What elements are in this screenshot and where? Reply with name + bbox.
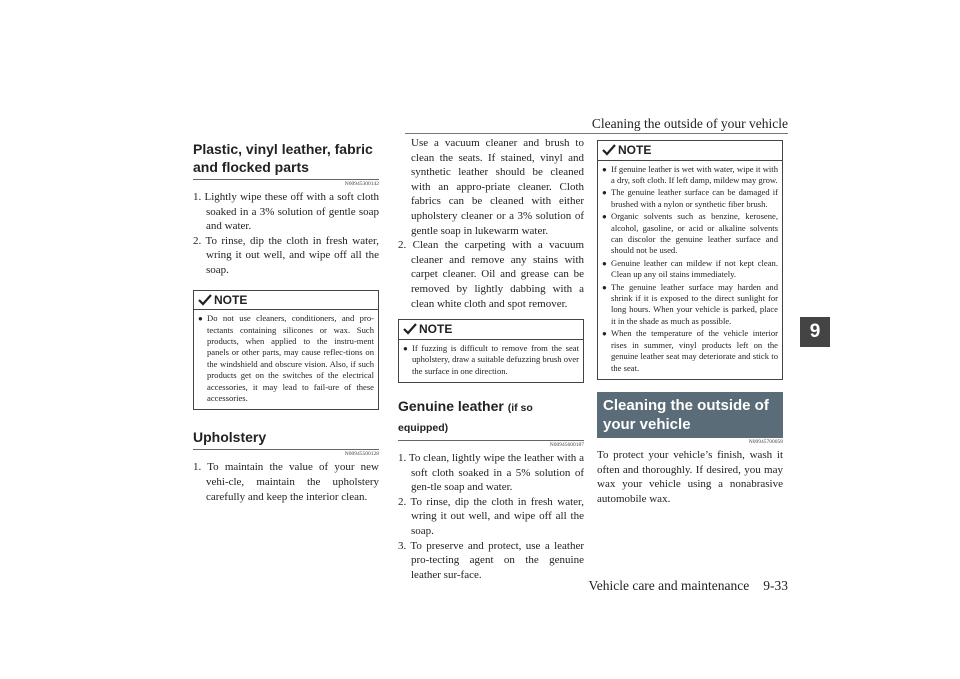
section-title-upholstery: Upholstery [193,428,379,450]
note-item [602,187,778,210]
note-header [598,141,782,161]
step: 1. To clean, lightly wipe the leather with a soft cloth soaked in a 5% solution of gen-tle soap and water. [398,451,584,494]
header-rule [405,133,788,134]
note-item [602,211,778,257]
note-label: NOTE [419,322,453,337]
note-text: If genuine leather is wet with water, wipe it with a dry, soft cloth. If left damp, mildew may grow. [611,163,778,185]
step: 2. Clean the carpeting with a vacuum cleaner and remove any stains with carpet cleaner. Oil and grease can be removed by lightly dabbing with a clean white cloth and spot remover. [398,239,584,310]
bullet-icon: ● [403,343,408,353]
section-title-outside: Cleaning the outside of your vehicle [597,392,783,438]
upholstery-continued: Use a vacuum cleaner and brush to clean the seats. If stained, vinyl and synthetic leather should be cleaned with an appro-priate cleaner. Cloth fabrics can be cleaned with either upholstery cleaner or a 3% solution of gentle soap in lukewarm water. [411,137,584,237]
upholstery-steps-cont [398,238,584,311]
note-text: The genuine leather surface may harden and shrink if it is exposed to the direct sunlight for long hours. When your vehicle is parked, place it in the shade as much as possible. [611,281,778,326]
note-text: Organic solvents such as benzine, kerosene, alcohol, gasoline, or acid or alkaline solvents can discolor the genuine leather surface and should not be used. [611,211,778,256]
column-3 [597,140,783,506]
step: 3. To preserve and protect, use a leather pro-tecting agent on the genuine leather sur-face. [398,539,584,581]
section-code: N00945600187 [549,441,584,448]
bullet-icon: ● [602,329,607,339]
check-icon [403,323,417,335]
note-text: When the temperature of the vehicle interior rises in summer, vinyl products left on the genuine leather seat may deteriorate and stick to the seat. [611,328,778,373]
bullet-icon: ● [602,282,607,292]
note-text: Do not use cleaners, conditioners, and pro-tectants containing silicones or wax. Such products, when applied to the instru-ment panels or other parts, may cause reflec-tions on the windshield and obscure vision. Also, if such products get on the switches of the electrical accessories, it may lead to fail-ure of these accessories. [207,313,374,403]
note-item [198,313,374,404]
column-1 [193,140,379,504]
note-box [597,140,783,380]
bullet-icon: ● [602,212,607,222]
note-text: The genuine leather surface can be damaged if brushed with a nylon or synthetic fiber brush. [611,187,778,209]
step: 1. Lightly wipe these off with a soft cloth soaked in a 3% solution of gentle soap and water. [193,191,379,233]
section-code: N00945300142 [344,181,379,187]
bullet-icon: ● [602,164,607,174]
check-icon [198,294,212,306]
note-header [399,320,583,340]
upholstery-steps [193,460,379,504]
section-title-plastic: Plastic, vinyl leather, fabric and flocked parts [193,140,379,180]
plastic-steps [193,190,379,278]
leather-title-suffix: (if so equipped) [398,401,533,434]
leather-steps [398,451,584,582]
step: 2. To rinse, dip the cloth in fresh water, wring it out well, and wipe off all the soap. [193,234,379,276]
page-number: 9-33 [763,578,788,593]
check-icon [602,144,616,156]
note-label: NOTE [618,143,652,157]
note-box [398,319,584,383]
bullet-icon: ● [602,258,607,268]
column-2 [398,136,584,582]
note-text: If fuzzing is difficult to remove from the seat upholstery, draw a suitable defuzzing brush over the surface in one direction. [412,342,579,376]
note-item [602,164,778,187]
note-label: NOTE [214,292,248,307]
section-title-leather [398,397,584,441]
footer-section: Vehicle care and maintenance [588,578,750,593]
note-item [403,343,579,377]
note-item [602,328,778,374]
section-code: N00945500128 [344,451,379,458]
leather-title-text: Genuine leather [398,397,504,414]
note-header [194,291,378,311]
running-header: Cleaning the outside of your vehicle [591,116,788,131]
note-item [602,282,778,328]
step: 2. To rinse, dip the cloth in fresh water, wring it out well, and wipe off all the soap. [398,495,584,537]
step: 1. To maintain the value of your new vehi-cle, maintain the upholstery carefully and keep the interior clean. [193,461,379,503]
chapter-tab: 9 [800,317,830,347]
outside-text: To protect your vehicle’s finish, wash it often and thoroughly. If desired, you may wax your vehicle using a nonabrasive automobile wax. [597,448,783,505]
page-footer [560,578,788,594]
bullet-icon: ● [602,188,607,198]
section-code: N00945700058 [748,438,783,445]
note-text: Genuine leather can mildew if not kept clean. Clean up any oil stains immediately. [611,257,778,280]
note-box [193,290,379,411]
bullet-icon: ● [198,314,203,324]
note-item [602,258,778,281]
